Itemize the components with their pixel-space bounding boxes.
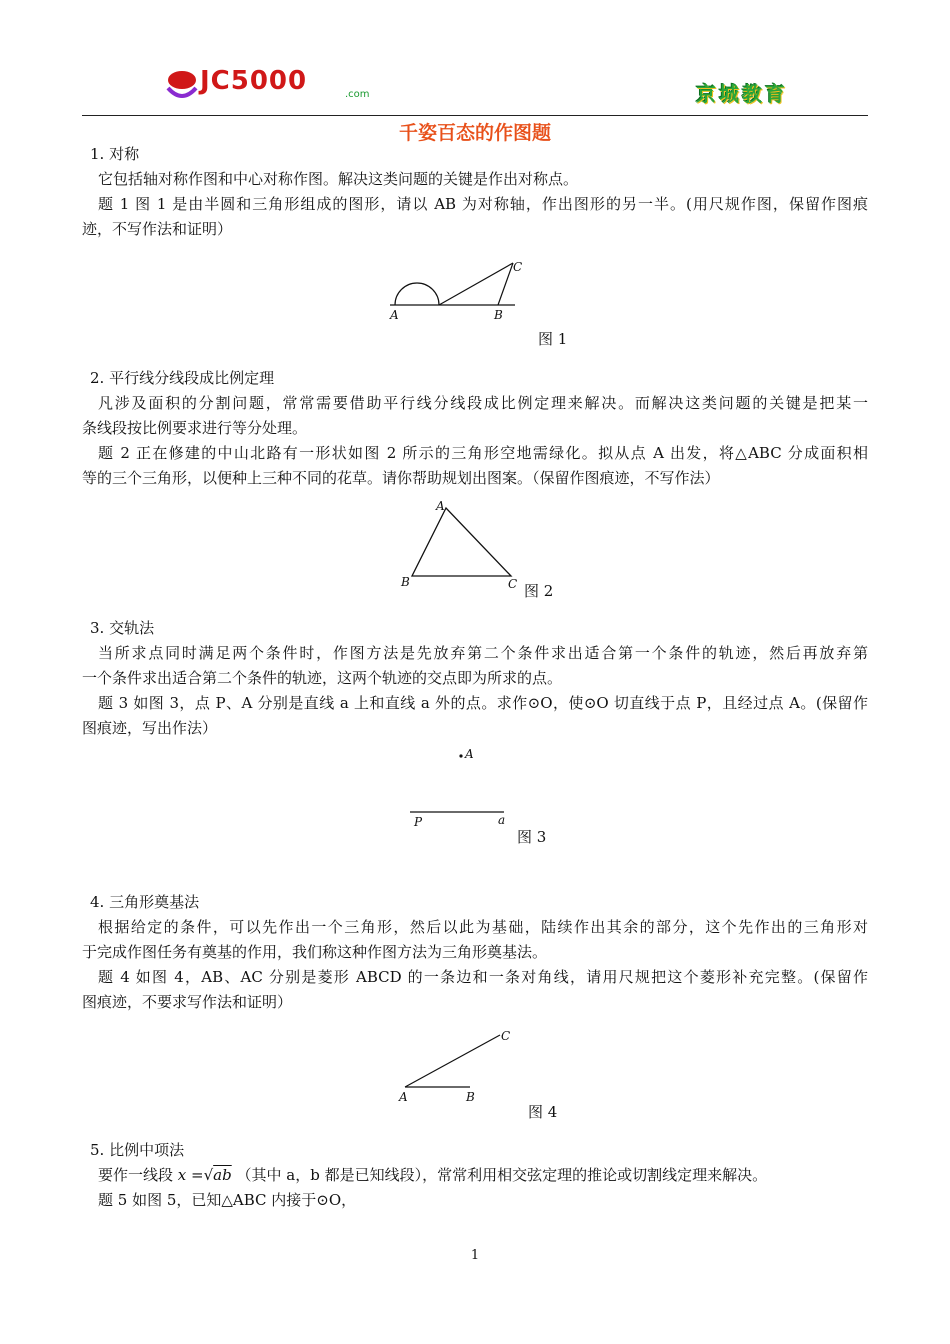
problem-5-line-1: 题 5 如图 5，已知△ABC 内接于⊙O， bbox=[98, 1191, 357, 1209]
problem-2-line-1: 题 2 正在修建的中山北路有一形状如图 2 所示的三角形空地需绿化。拟从点 A 出发，将△ABC 分成面积相 bbox=[98, 444, 868, 462]
page-title: 千姿百态的作图题 bbox=[398, 122, 551, 144]
problem-2-line-2: 等的三个三角形，以便种上三种不同的花草。请你帮助规划出图案。（保留作图痕迹，不写作法） bbox=[82, 469, 720, 487]
jc5000-logo-icon bbox=[162, 64, 202, 104]
section-1-intro: 它包括轴对称作图和中心对称作图。解决这类问题的关键是作出对称点。 bbox=[98, 170, 579, 188]
problem-4-line-2: 图痕迹，不要求写作法和证明） bbox=[82, 993, 293, 1011]
fig1-label-a: A bbox=[390, 308, 399, 322]
figure-2 bbox=[398, 496, 528, 591]
fig2-label-a: A bbox=[436, 499, 445, 513]
fig1-label-b: B bbox=[494, 308, 503, 322]
problem-4-line-1: 题 4 如图 4，AB、AC 分别是菱形 ABCD 的一条边和一条对角线，请用尺规把这个菱形补充完整。(保留作 bbox=[98, 968, 868, 986]
section-2-heading: 2. 平行线分线段成比例定理 bbox=[90, 369, 275, 387]
problem-3-line-2: 图痕迹，写出作法） bbox=[82, 719, 218, 737]
figure-4 bbox=[395, 1025, 525, 1105]
section-1-heading: 1. 对称 bbox=[90, 145, 140, 163]
figure-2-caption: 图 2 bbox=[524, 582, 554, 600]
formula-radicand: ab bbox=[213, 1166, 232, 1184]
fig4-label-b: B bbox=[466, 1090, 475, 1104]
section-4-heading: 4. 三角形奠基法 bbox=[90, 893, 200, 911]
fig2-label-b: B bbox=[401, 575, 410, 589]
problem-1-line-1: 题 1 图 1 是由半圆和三角形组成的图形，请以 AB 为对称轴，作出图形的另一半。(用尺规作图，保留作图痕 bbox=[98, 195, 868, 213]
problem-3-line-1: 题 3 如图 3，点 P、A 分别是直线 a 上和直线 a 外的点。求作⊙O，使⊙O 切直线于点 P，且经过点 A。(保留作 bbox=[98, 694, 868, 712]
page-number: 1 bbox=[470, 1248, 480, 1263]
fig2-label-c: C bbox=[508, 577, 518, 591]
page-header bbox=[82, 58, 868, 116]
sqrt-icon: √ bbox=[203, 1166, 214, 1184]
section-5-intro-prefix: 要作一线段 bbox=[98, 1166, 174, 1184]
figure-3-caption: 图 3 bbox=[517, 828, 547, 846]
figure-4-caption: 图 4 bbox=[528, 1103, 558, 1121]
section-2-intro-line-1: 凡涉及面积的分割问题，常常需要借助平行线分线段成比例定理来解决。而解决这类问题的关键是把某一 bbox=[98, 394, 868, 412]
section-3-heading: 3. 交轨法 bbox=[90, 619, 155, 637]
fig3-label-p: P bbox=[414, 815, 423, 829]
figure-1-caption: 图 1 bbox=[538, 330, 568, 348]
fig4-label-a: A bbox=[399, 1090, 408, 1104]
section-3-intro-line-2: 一个条件求出适合第二个条件的轨迹，这两个轨迹的交点即为所求的点。 bbox=[82, 669, 563, 687]
problem-1-line-2: 迹，不写作法和证明） bbox=[82, 220, 233, 238]
logo-left-text: JC5000 bbox=[200, 66, 308, 96]
section-5-intro-suffix: （其中 a，b 都是已知线段），常常利用相交弦定理的推论或切割线定理来解决。 bbox=[236, 1166, 768, 1184]
fig3-label-a: A bbox=[465, 747, 474, 761]
section-5-intro bbox=[98, 1163, 888, 1188]
logo-left-suffix: .com bbox=[345, 89, 370, 100]
section-3-intro-line-1: 当所求点同时满足两个条件时，作图方法是先放弃第二个条件求出适合第一个条件的轨迹，然后再放弃第 bbox=[98, 644, 868, 662]
fig3-label-line-a: a bbox=[498, 813, 506, 827]
logo-right: 京城教育 bbox=[696, 82, 788, 106]
section-4-intro-line-1: 根据给定的条件，可以先作出一个三角形，然后以此为基础，陆续作出其余的部分，这个先作出的三角形对 bbox=[98, 918, 868, 936]
section-5-heading: 5. 比例中项法 bbox=[90, 1141, 185, 1159]
section-2-intro-line-2: 条线段按比例要求进行等分处理。 bbox=[82, 419, 308, 437]
fig1-label-c: C bbox=[513, 260, 523, 274]
fig4-label-c: C bbox=[501, 1029, 511, 1043]
figure-1 bbox=[385, 255, 535, 325]
section-4-intro-line-2: 于完成作图任务有奠基的作用，我们称这种作图方法为三角形奠基法。 bbox=[82, 943, 548, 961]
formula-lhs: x = bbox=[177, 1166, 204, 1184]
figure-3 bbox=[400, 740, 520, 835]
